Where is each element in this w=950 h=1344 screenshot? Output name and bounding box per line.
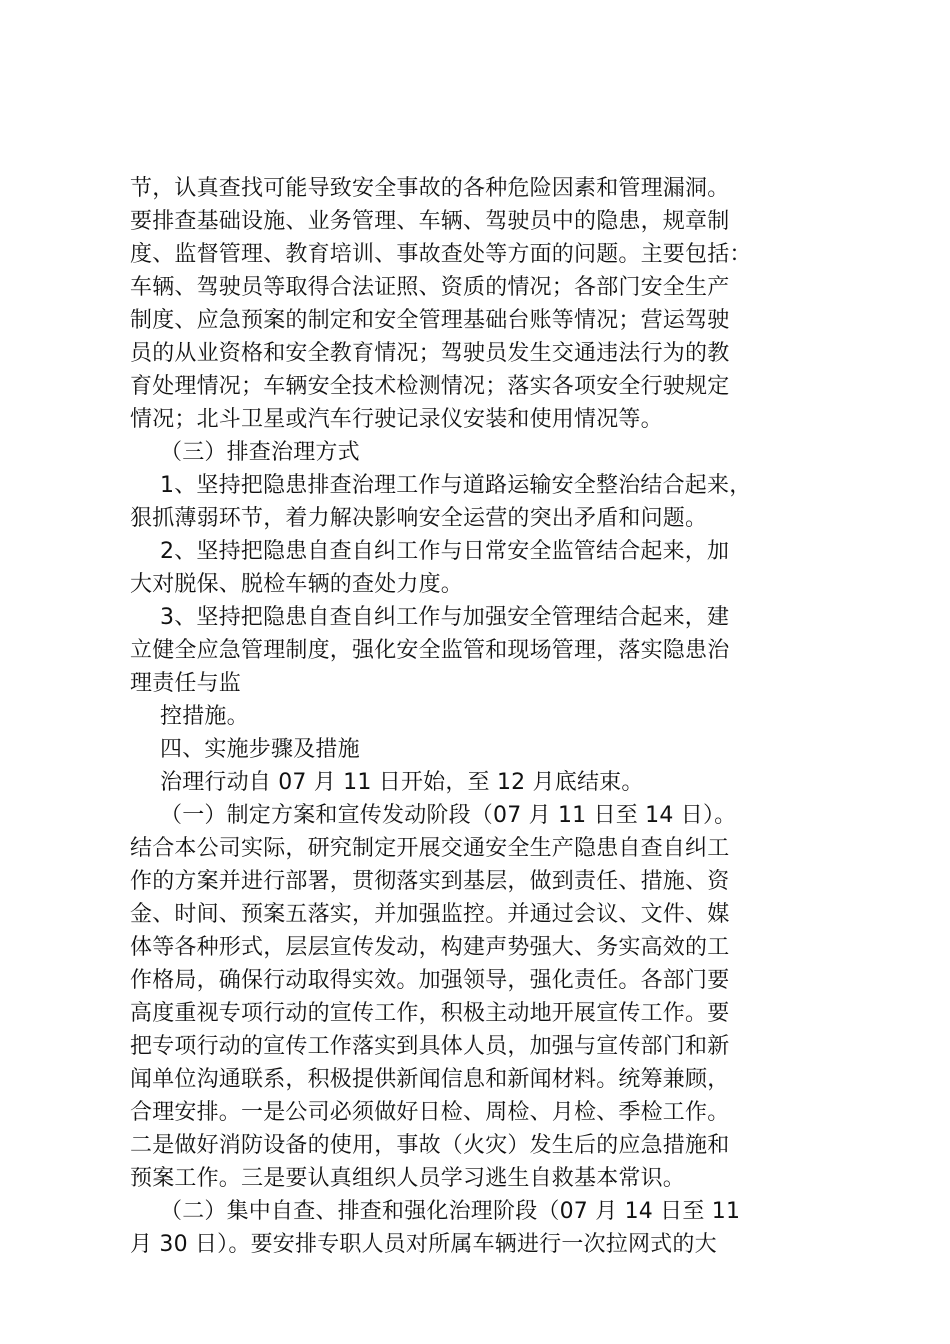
text-line: 金、时间、预案五落实，并加强监控。并通过会议、文件、媒 [130,902,730,927]
text-line: 作格局，确保行动取得实效。加强领导，强化责任。各部门要 [130,968,730,993]
text-line: 制度、应急预案的制定和安全管理基础台账等情况；营运驾驶 [130,308,730,333]
text-line: 节，认真查找可能导致安全事故的各种危险因素和管理漏洞。 [130,176,730,201]
text-line: 合理安排。一是公司必须做好日检、周检、月检、季检工作。 [130,1100,730,1125]
text-line: 结合本公司实际，研究制定开展交通安全生产隐患自查自纠工 [130,836,730,861]
text-line: 1、坚持把隐患排查治理工作与道路运输安全整治结合起来， [160,473,752,498]
text-line: 要排查基础设施、业务管理、车辆、驾驶员中的隐患，规章制 [130,209,730,234]
text-line: 预案工作。三是要认真组织人员学习逃生自救基本常识。 [130,1166,686,1191]
text-line: 员的从业资格和安全教育情况；驾驶员发生交通违法行为的教 [130,341,730,366]
text-line: 理责任与监 [130,671,242,696]
text-line: 3、坚持把隐患自查自纠工作与加强安全管理结合起来，建 [160,605,730,630]
text-line: 二是做好消防设备的使用，事故（火灾）发生后的应急措施和 [130,1133,730,1158]
text-line: 大对脱保、脱检车辆的查处力度。 [130,572,464,597]
text-line: 立健全应急管理制度，强化安全监管和现场管理，落实隐患治 [130,638,730,663]
text-line: 治理行动自 07 月 11 日开始，至 12 月底结束。 [160,770,644,795]
section-heading: （二）集中自查、排查和强化治理阶段（07 月 14 日至 11 [160,1199,741,1224]
text-line: 控措施。 [160,704,249,729]
text-line: 月 30 日）。要安排专职人员对所属车辆进行一次拉网式的大 [130,1232,717,1257]
section-heading: 四、实施步骤及措施 [160,737,360,762]
text-line: 度、监督管理、教育培训、事故查处等方面的问题。主要包括： [130,242,752,267]
text-line: 情况；北斗卫星或汽车行驶记录仪安装和使用情况等。 [130,407,663,432]
section-heading: （三）排查治理方式 [160,440,360,465]
text-line: 高度重视专项行动的宣传工作，积极主动地开展宣传工作。要 [130,1001,730,1026]
text-line: 育处理情况；车辆安全技术检测情况；落实各项安全行驶规定 [130,374,730,399]
section-heading: （一）制定方案和宣传发动阶段（07 月 11 日至 14 日）。 [160,803,737,828]
document-body [130,172,840,1261]
text-line: 车辆、驾驶员等取得合法证照、资质的情况；各部门安全生产 [130,275,730,300]
text-line: 闻单位沟通联系，积极提供新闻信息和新闻材料。统筹兼顾， [130,1067,730,1092]
text-line: 体等各种形式，层层宣传发动，构建声势强大、务实高效的工 [130,935,730,960]
text-line: 狠抓薄弱环节，着力解决影响安全运营的突出矛盾和问题。 [130,506,708,531]
text-line: 作的方案并进行部署，贯彻落实到基层，做到责任、措施、资 [130,869,730,894]
text-line: 2、坚持把隐患自查自纠工作与日常安全监管结合起来，加 [160,539,730,564]
text-line: 把专项行动的宣传工作落实到具体人员，加强与宣传部门和新 [130,1034,730,1059]
